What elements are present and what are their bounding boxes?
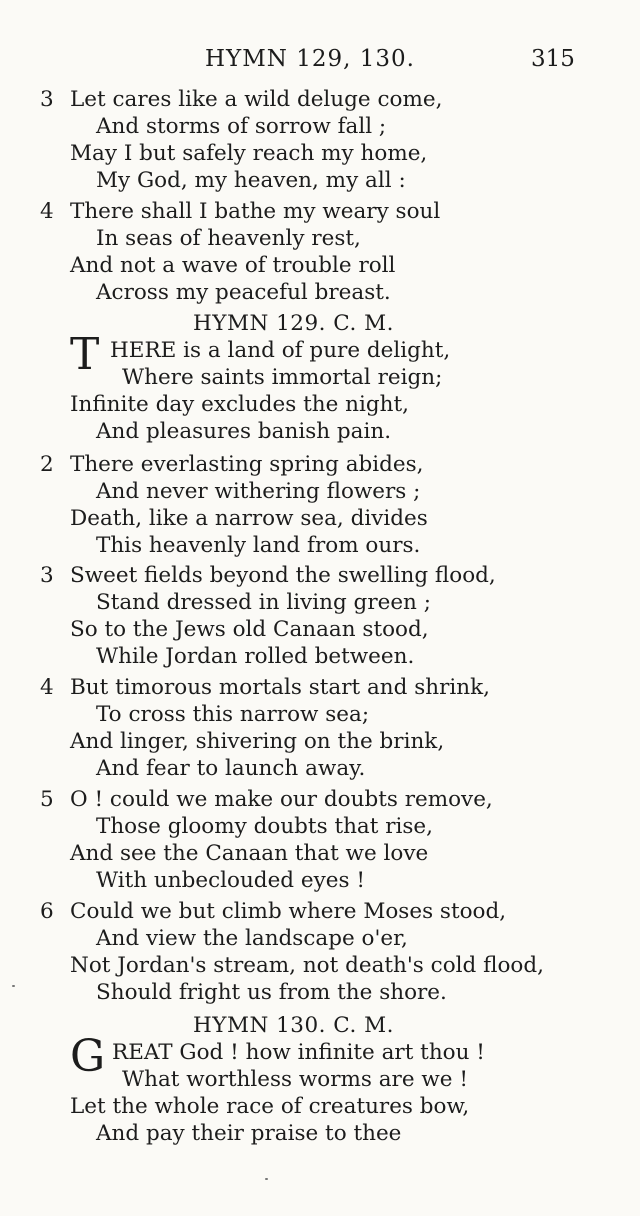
hymn-title: HYMN 130. C. M. bbox=[193, 1013, 395, 1038]
verse-line: Death, like a narrow sea, divides bbox=[70, 506, 428, 531]
verse-line: There everlasting spring abides, bbox=[70, 452, 424, 477]
stanza-number: 4 bbox=[40, 675, 54, 700]
verse-line: But timorous mortals start and shrink, bbox=[70, 675, 490, 700]
stanza-number: 3 bbox=[40, 563, 54, 588]
print-speck bbox=[12, 985, 15, 987]
page-number: 315 bbox=[531, 46, 575, 72]
verse-line: Sweet fields beyond the swelling flood, bbox=[70, 563, 496, 588]
print-speck bbox=[265, 1178, 268, 1180]
verse-line: REAT God ! how infinite art thou ! bbox=[112, 1040, 485, 1065]
drop-cap: G bbox=[70, 1031, 106, 1082]
verse-line: And see the Canaan that we love bbox=[70, 841, 429, 866]
verse-line: Infinite day excludes the night, bbox=[70, 392, 409, 417]
verse-line: Across my peaceful breast. bbox=[96, 280, 391, 305]
stanza-number: 6 bbox=[40, 899, 54, 924]
hymn-title: HYMN 129. C. M. bbox=[193, 311, 395, 336]
verse-line: And linger, shivering on the brink, bbox=[70, 729, 445, 754]
verse-line: And pay their praise to thee bbox=[96, 1121, 402, 1146]
verse-line: In seas of heavenly rest, bbox=[96, 226, 361, 251]
verse-line: Could we but climb where Moses stood, bbox=[70, 899, 507, 924]
verse-line: This heavenly land from ours. bbox=[96, 533, 421, 558]
verse-line: And fear to launch away. bbox=[96, 756, 366, 781]
verse-line: And pleasures banish pain. bbox=[96, 419, 392, 444]
verse-line: Stand dressed in living green ; bbox=[96, 590, 431, 615]
verse-line: To cross this narrow sea; bbox=[96, 702, 370, 727]
verse-line: Let the whole race of creatures bow, bbox=[70, 1094, 470, 1119]
running-head-title: HYMN 129, 130. bbox=[205, 46, 415, 72]
verse-line: Where saints immortal reign; bbox=[122, 365, 443, 390]
verse-line: Those gloomy doubts that rise, bbox=[96, 814, 433, 839]
verse-line: Let cares like a wild deluge come, bbox=[70, 87, 443, 112]
verse-line: While Jordan rolled between. bbox=[96, 644, 415, 669]
drop-cap: T bbox=[70, 329, 100, 380]
running-head bbox=[0, 46, 640, 78]
verse-line: And storms of sorrow fall ; bbox=[96, 114, 387, 139]
verse-line: There shall I bathe my weary soul bbox=[70, 199, 441, 224]
verse-line: May I but safely reach my home, bbox=[70, 141, 428, 166]
stanza-number: 3 bbox=[40, 87, 54, 112]
verse-line: And not a wave of trouble roll bbox=[70, 253, 396, 278]
verse-line: And view the landscape o'er, bbox=[96, 926, 408, 951]
verse-line: And never withering flowers ; bbox=[96, 479, 421, 504]
verse-line: O ! could we make our doubts remove, bbox=[70, 787, 493, 812]
verse-line: My God, my heaven, my all : bbox=[96, 168, 406, 193]
verse-line: HERE is a land of pure delight, bbox=[110, 338, 451, 363]
verse-line: With unbeclouded eyes ! bbox=[96, 868, 365, 893]
stanza-number: 5 bbox=[40, 787, 54, 812]
stanza-number: 2 bbox=[40, 452, 54, 477]
verse-line: What worthless worms are we ! bbox=[122, 1067, 468, 1092]
verse-line: Should fright us from the shore. bbox=[96, 980, 447, 1005]
stanza-number: 4 bbox=[40, 199, 54, 224]
verse-line: So to the Jews old Canaan stood, bbox=[70, 617, 429, 642]
verse-line: Not Jordan's stream, not death's cold flood, bbox=[70, 953, 544, 978]
